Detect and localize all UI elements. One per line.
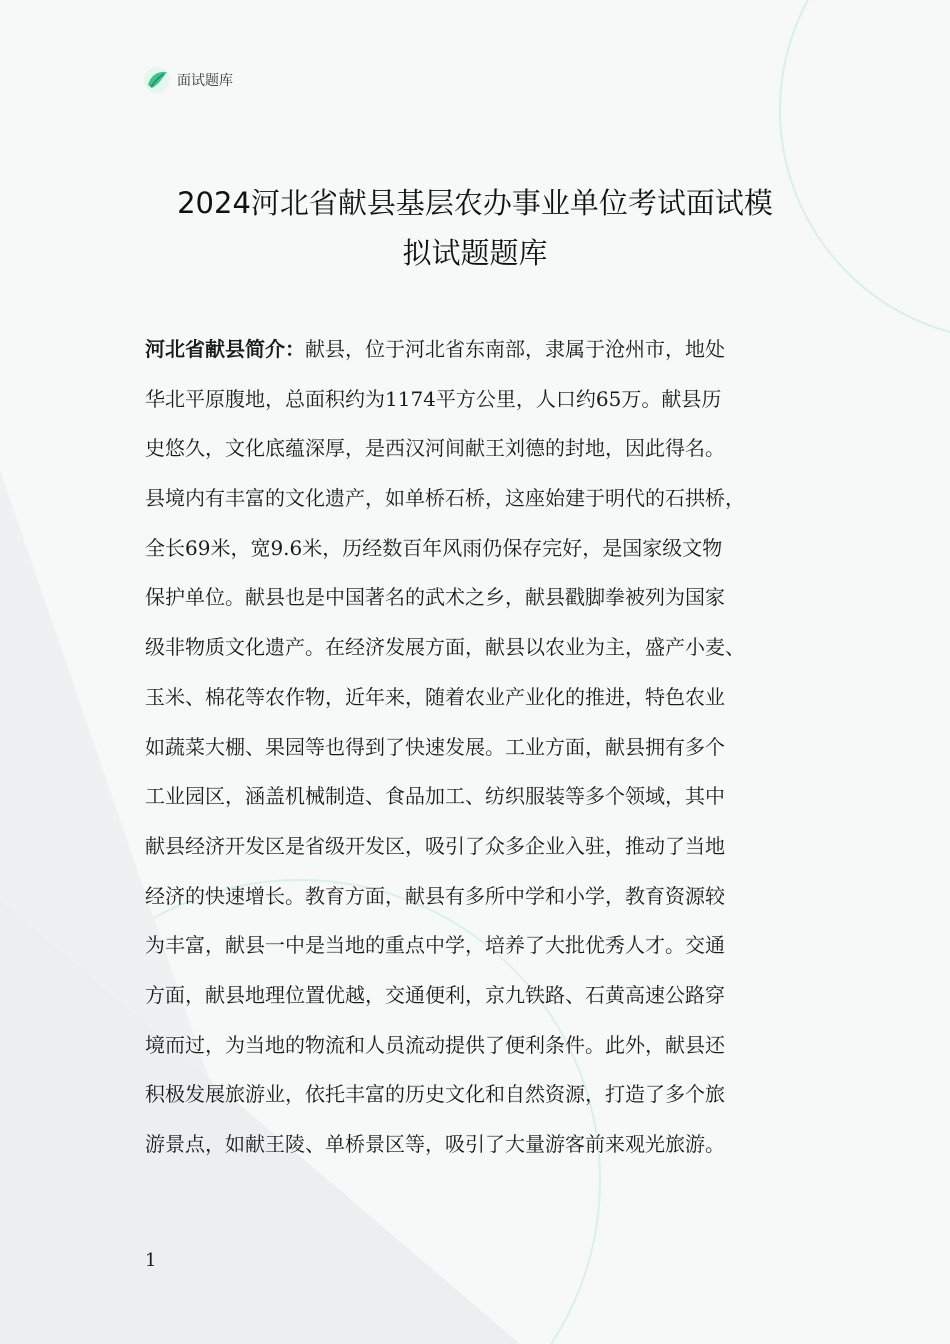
brand-name: 面试题库 [177, 73, 233, 89]
intro-label: 河北省献县简介： [145, 337, 305, 361]
document-title [0, 178, 950, 278]
leaf-logo-icon [143, 66, 171, 94]
page-number: 1 [145, 1250, 157, 1271]
document-body [145, 325, 810, 1170]
text-line: 县境内有丰富的文化遗产，如单桥石桥，这座始建于明代的石拱桥， [145, 486, 745, 511]
title-line: 2024河北省献县基层农办事业单位考试面试模 [177, 186, 773, 220]
text-line: 华北平原腹地，总面积约为1174平方公里，人口约65万。献县历 [145, 386, 722, 411]
text-line: 工业园区，涵盖机械制造、食品加工、纺织服装等多个领域，其中 [145, 784, 725, 809]
header [143, 66, 233, 94]
text-line [145, 325, 810, 375]
text-line: 级非物质文化遗产。在经济发展方面，献县以农业为主，盛产小麦、 [145, 635, 745, 660]
text-line: 为丰富，献县一中是当地的重点中学，培养了大批优秀人才。交通 [145, 933, 725, 958]
text-line: 史悠久，文化底蕴深厚，是西汉河间献王刘德的封地，因此得名。 [145, 436, 725, 461]
text-line: 游景点，如献王陵、单桥景区等，吸引了大量游客前来观光旅游。 [145, 1132, 725, 1156]
text-line: 方面，献县地理位置优越，交通便利，京九铁路、石黄高速公路穿 [145, 982, 725, 1007]
text-line-content: 献县，位于河北省东南部，隶属于沧州市，地处 [305, 337, 725, 361]
text-line: 积极发展旅游业，依托丰富的历史文化和自然资源，打造了多个旅 [145, 1082, 725, 1107]
text-line: 保护单位。献县也是中国著名的武术之乡，献县戳脚拳被列为国家 [145, 585, 725, 610]
text-line: 如蔬菜大棚、果园等也得到了快速发展。工业方面，献县拥有多个 [145, 734, 725, 759]
text-line: 献县经济开发区是省级开发区，吸引了众多企业入驻，推动了当地 [145, 833, 725, 858]
text-line: 玉米、棉花等农作物，近年来，随着农业产业化的推进，特色农业 [145, 684, 725, 709]
title-line: 拟试题题库 [402, 236, 548, 270]
text-line: 全长69米，宽9.6米，历经数百年风雨仍保存完好，是国家级文物 [145, 535, 723, 560]
text-line: 境而过，为当地的物流和人员流动提供了便利条件。此外，献县还 [145, 1032, 725, 1057]
text-line: 经济的快速增长。教育方面，献县有多所中学和小学，教育资源较 [145, 883, 725, 908]
